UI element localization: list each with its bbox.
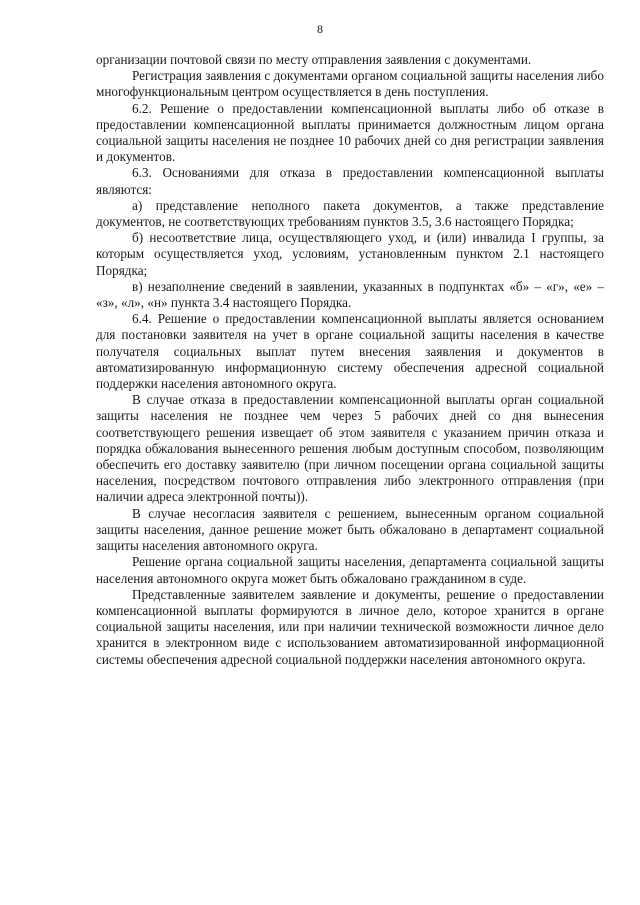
paragraph: Решение органа социальной защиты населения, департамента социальной защиты населения автономного округа может быть обжаловано гражданином в суде. <box>96 554 604 586</box>
paragraph: 6.4. Решение о предоставлении компенсационной выплаты является основанием для постановки заявителя на учет в органе социальной защиты населения в качестве получателя социальных выплат путем внесения заявления и документов в автоматизированную информационную систему обеспечения адресной социальной поддержки населения автономного округа. <box>96 311 604 392</box>
paragraph: организации почтовой связи по месту отправления заявления с документами. <box>96 52 532 67</box>
paragraph: б) несоответствие лица, осуществляющего уход, и (или) инвалида I группы, за которым осуществляется уход, условиям, установленным пунктом 2.1 настоящего Порядка; <box>96 230 604 278</box>
paragraph: 6.3. Основаниями для отказа в предоставлении компенсационной выплаты являются: <box>96 165 604 197</box>
page-number: 8 <box>317 22 323 36</box>
paragraph: в) незаполнение сведений в заявлении, указанных в подпунктах «б» – «г», «е» – «з», «л», «н» пункта 3.4 настоящего Порядка. <box>96 278 604 311</box>
paragraph: а) представление неполного пакета документов, а также представление документов, не соответствующих требованиям пунктов 3.5, 3.6 настоящего Порядка; <box>96 197 604 230</box>
paragraph: Представленные заявителем заявление и документы, решение о предоставлении компенсационной выплаты формируются в личное дело, которое хранится в органе социальной защиты населения, или при наличии технической возможности личное дело хранится в электронном виде с использованием автоматизированной информационной системы обеспечения адресной социальной поддержки населения автономного округа. <box>96 586 604 667</box>
paragraph: Регистрация заявления с документами органом социальной защиты населения либо многофункциональным центром осуществляется в день поступления. <box>96 68 604 100</box>
paragraph: В случае отказа в предоставлении компенсационной выплаты орган социальной защиты населения не позднее чем через 5 рабочих дней со дня вынесения соответствующего решения извещает об этом заявителя с указанием причин отказа и порядка обжалования вынесенного решения любым доступным способом, позволяющим обеспечить его доставку заявителю (при личном посещении органа социальной защиты населения, посредством почтового отправления либо электронного отправления (при наличии адреса электронной почты)). <box>96 392 604 505</box>
document-body <box>96 52 604 668</box>
paragraph: В случае несогласия заявителя с решением, вынесенным органом социальной защиты населения, данное решение может быть обжаловано в департамент социальной защиты населения автономного округа. <box>96 505 604 554</box>
paragraph: 6.2. Решение о предоставлении компенсационной выплаты либо об отказе в предоставлении компенсационной выплаты принимается должностным лицом органа социальной защиты населения не позднее 10 рабочих дней со дня регистрации заявления и документов. <box>96 100 604 165</box>
